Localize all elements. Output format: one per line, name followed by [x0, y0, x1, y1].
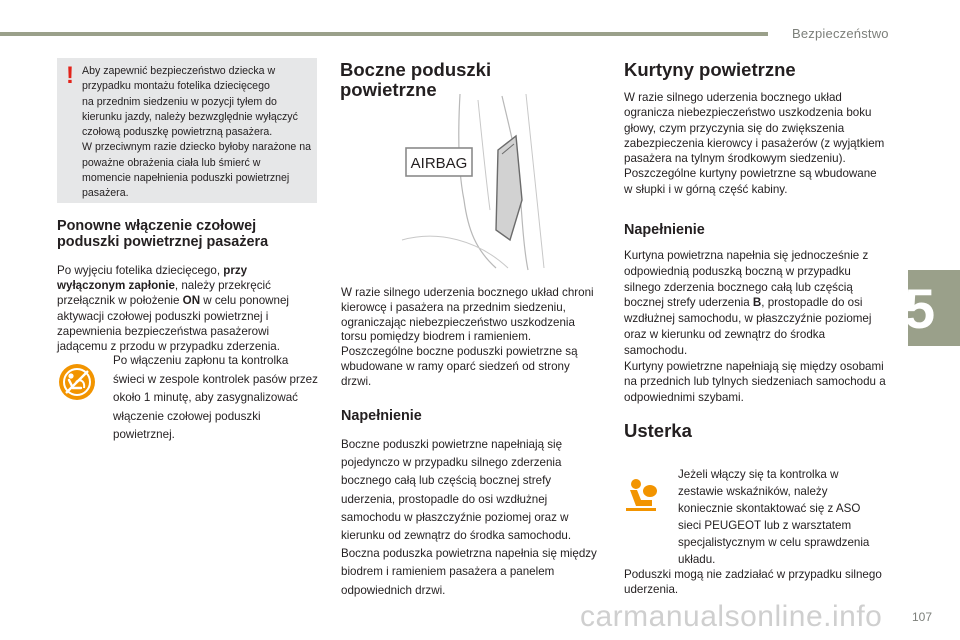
fault-note: Poduszki mogą nie zadziałać w przypadku silnego uderzenia.: [624, 568, 882, 597]
reactivation-text: Po wyjęciu fotelika dziecięcego, przy wyłączonym zapłonie, należy przekręcić przełącznik w położenie ON w celu ponownej aktywacji czołowej poduszki powietrznej i zapewnienia bezpieczeństwa pasażerowi jadącemu z przodu w przypadku zderzenia.: [57, 264, 290, 354]
warning-icon: !: [66, 62, 74, 89]
curtain-inflation-heading: Napełnienie: [624, 222, 705, 238]
warning-box: [57, 58, 317, 203]
header-rule: [0, 32, 768, 36]
curtain-inflation-text: Kurtyna powietrzna napełnia się jednocześnie z odpowiednią poduszką boczną w przypadku silnego zderzenia bocznego całą lub częścią bocznej strefy uderzenia B, prostopadle do osi wzdłużnej samochodu, w płaszczyźnie poziomej oraz w kierunku od zewnątrz do środka samochodu. Kurtyny powietrzne napełniają się między osobami na przednich lub tylnych siedzeniach samochodu a odpowiednimi szybami.: [624, 249, 886, 405]
warning-text: Aby zapewnić bezpieczeństwo dziecka w przypadku montażu fotelika dziecięcego na przednim siedzeniu w pozycji tyłem do kierunku jazdy, należy bezwzględnie wyłączyć czołową poduszkę powietrzną pasażera. W przeciwnym razie dziecko byłoby narażone na poważne obrażenia ciała lub śmierć w momencie napełnienia poduszki powietrznej pasażera.: [82, 65, 312, 200]
curtain-airbags-text: W razie silnego uderzenia bocznego układ ogranicza niebezpieczeństwo uszkodzenia boku głowy, czym przyczynia się do zwiększenia zabezpieczenia kierowcy i pasażerów (z wyjątkiem pasażera na tylnym środkowym siedzeniu). Poszczególne kurtyny powietrzne są wbudowane w słupki i w górną część kabiny.: [624, 91, 885, 196]
side-inflation-heading: Napełnienie: [341, 408, 422, 424]
reactivation-heading: Ponowne włączenie czołowej poduszki powietrznej pasażera: [57, 218, 269, 250]
chapter-number: 5: [904, 277, 936, 340]
airbag-fault-warning-light-icon: [622, 476, 662, 514]
curtain-airbags-heading: Kurtyny powietrzne: [624, 59, 796, 80]
airbag-off-warning-light-icon: [57, 362, 97, 402]
airbag-label: AIRBAG: [410, 155, 468, 172]
seat-airbag-illustration: [398, 90, 550, 272]
side-airbags-text: W razie silnego uderzenia bocznego układ chroni kierowcę i pasażera na przednim siedzeniu, ograniczając niebezpieczeństwo uszkodzenia torsu pomiędzy biodrem i ramieniem. Poszczególne boczne poduszki powietrzne są wbudowane w ramy oparć siedzeń od strony drzwi.: [341, 286, 594, 388]
watermark: carmanualsonline.info: [580, 600, 883, 633]
fault-heading: Usterka: [624, 420, 692, 441]
section-title: Bezpieczeństwo: [792, 26, 889, 41]
indicator-description: Po włączeniu zapłonu ta kontrolka świeci w zespole kontrolek pasów przez około 1 minutę, aby zasygnalizować włączenie czołowej poduszki powietrznej.: [113, 354, 318, 442]
side-inflation-text: Boczne poduszki powietrzne napełniają się pojedynczo w przypadku silnego zderzenia bocznego całą lub częścią bocznej strefy uderzenia, prostopadle do osi wzdłużnej samochodu w płaszczyźnie poziomej oraz w kierunku od zewnątrz do środka samochodu. Boczna poduszka powietrzna napełnia się między biodrem i ramieniem pasażera a panelem odpowiednich drzwi.: [341, 438, 597, 597]
fault-indicator-text: Jeżeli włączy się ta kontrolka w zestawie wskaźników, należy koniecznie skontaktować się z ASO sieci PEUGEOT lub z warsztatem specjalistycznym w celu sprawdzenia układu.: [678, 468, 870, 567]
page-number: 107: [912, 610, 933, 624]
side-airbags-heading: Boczne poduszki powietrzne: [340, 59, 492, 100]
